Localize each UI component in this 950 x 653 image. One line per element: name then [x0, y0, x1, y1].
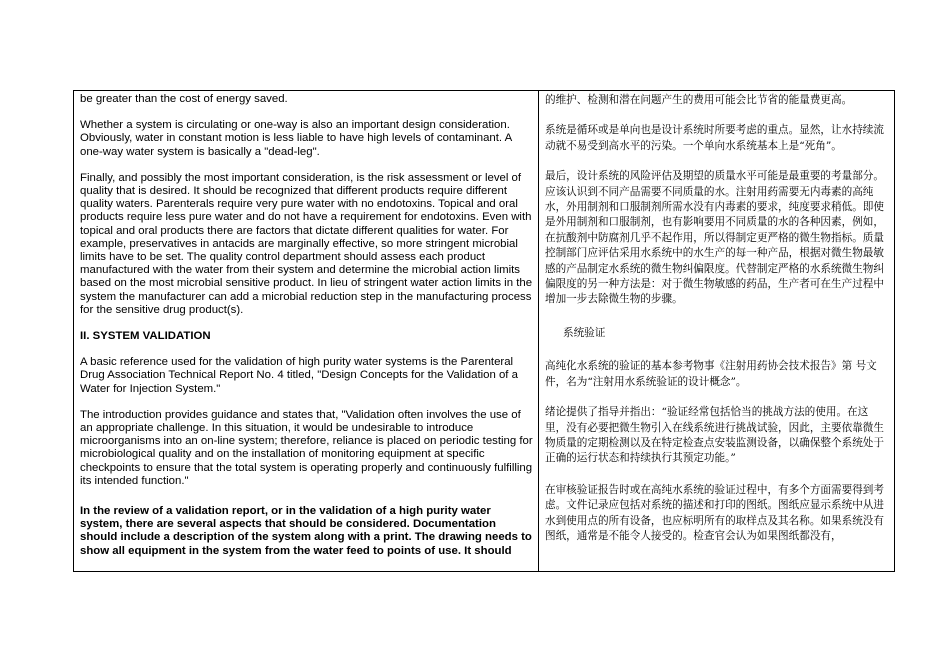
chinese-paragraph-introduction: 绪论提供了指导并指出：“验证经常包括恰当的挑战方法的使用。在这里，没有必要把微生物引入在线系统进行挑战试验，因此，主要依靠微生物质量的定期检测以及在特定检查点安装监测设备，以确保整个系统处于正确的运行状态和持续执行其预定功能。” [545, 406, 884, 465]
english-column [74, 91, 539, 572]
chinese-paragraph-reference: 高纯化水系统的验证的基本参考物事《注射用药协会技术报告》第 号文件，名为“注射用水系统验证的设计概念”。 [545, 360, 877, 388]
table-row [74, 91, 895, 572]
chinese-paragraph-risk-assessment: 最后，设计系统的风险评估及期望的质量水平可能是最重要的考量部分。应该认识到不同产品需要不同质量的水。注射用药需要无内毒素的高纯水，外用制剂和口服制剂所需水没有内毒素的要求，纯度要求稍低。即使是外用制剂和口服制剂，也有影响要用不同质量的水的各种因素，例如，在抗酸剂中防腐剂几乎不起作用，所以得制定更严格的微生物指标。质量控制部门应评估采用水系统中的水生产的每一种产品，根据对微生物最敏感的产品制定水系统的微生物纠偏限度。代替制定严格的水系统微生物纠偏限度的另一种方法是：对于微生物敏感的药品，生产者可在生产过程中增加一步去除微生物的步骤。 [545, 170, 884, 306]
english-paragraph-reference: A basic reference used for the validation of high purity water systems is the Parenteral Drug Association Technical Report No. 4 titled, "Design Concepts for the Validation of a Water for Injection System." [80, 356, 518, 395]
english-paragraph-introduction: The introduction provides guidance and states that, "Validation often involves the use of an appropriate challenge. In this situation, it would be undesirable to introduce microorganisms into an on-line system; therefore, reliance is placed on periodic testing for microbiological quality and on the installation of monitoring equipment at specific checkpoints to ensure that the total system is operating properly and continuously fulfilling its intended function." [80, 408, 533, 487]
chinese-paragraph-validation-review: 在审核验证报告时或在高纯水系统的验证过程中，有多个方面需要得到考虑。文件记录应包括对系统的描述和打印的图纸。图纸应显示系统中从进水到使用点的所有设备，也应标明所有的取样点及其名称。如果系统没有图纸，通常是不能令人接受的。检查官会认为如果图纸都没有， [545, 483, 884, 542]
english-section-heading: II. SYSTEM VALIDATION [80, 330, 211, 343]
chinese-column [539, 91, 895, 572]
english-paragraph-circulating-system: Whether a system is circulating or one-way is also an important design consideration. Obviously, water in constant motion is less liable to have high levels of contaminant. A one-way water system is basically a "dead-leg". [80, 119, 512, 158]
english-paragraph-risk-assessment: Finally, and possibly the most important consideration, is the risk assessment or level of quality that is desired. It should be recognized that different products require different quality waters. Parenterals require very pure water with no endotoxins. Topical and oral products require less pure water and do not have a requirement for endotoxins. Even with topical and oral products there are factors that dictate different qualities for water. For example, preservatives in antacids are marginally effective, so more stringent microbial limits have to be set. The quality control department should assess each product manufactured with the water from their system and determine the microbial action limits based on the most microbial sensitive product. In lieu of stringent water action limits in the system the manufacturer can add a microbial reduction step in the manufacturing process for the sensitive drug product(s). [80, 171, 533, 316]
chinese-paragraph-circulating-system: 系统是循环或是单向也是设计系统时所要考虑的重点。显然，让水持续流动就不易受到高水平的污染。一个单向水系统基本上是“死角”。 [545, 124, 884, 152]
chinese-section-heading: 系统验证 [563, 326, 606, 339]
bilingual-translation-table [73, 90, 895, 572]
english-paragraph-validation-review: In the review of a validation report, or in the validation of a high purity water system, there are several aspects that should be considered. Documentation should include a description of the system along with a print. The drawing needs to show all equipment in the system from the water feed to points of use. It should [80, 505, 532, 557]
english-paragraph-energy-cost: be greater than the cost of energy saved. [80, 93, 288, 105]
chinese-paragraph-energy-cost: 的维护、检测和潜在问题产生的费用可能会比节省的能量费更高。 [545, 94, 853, 106]
